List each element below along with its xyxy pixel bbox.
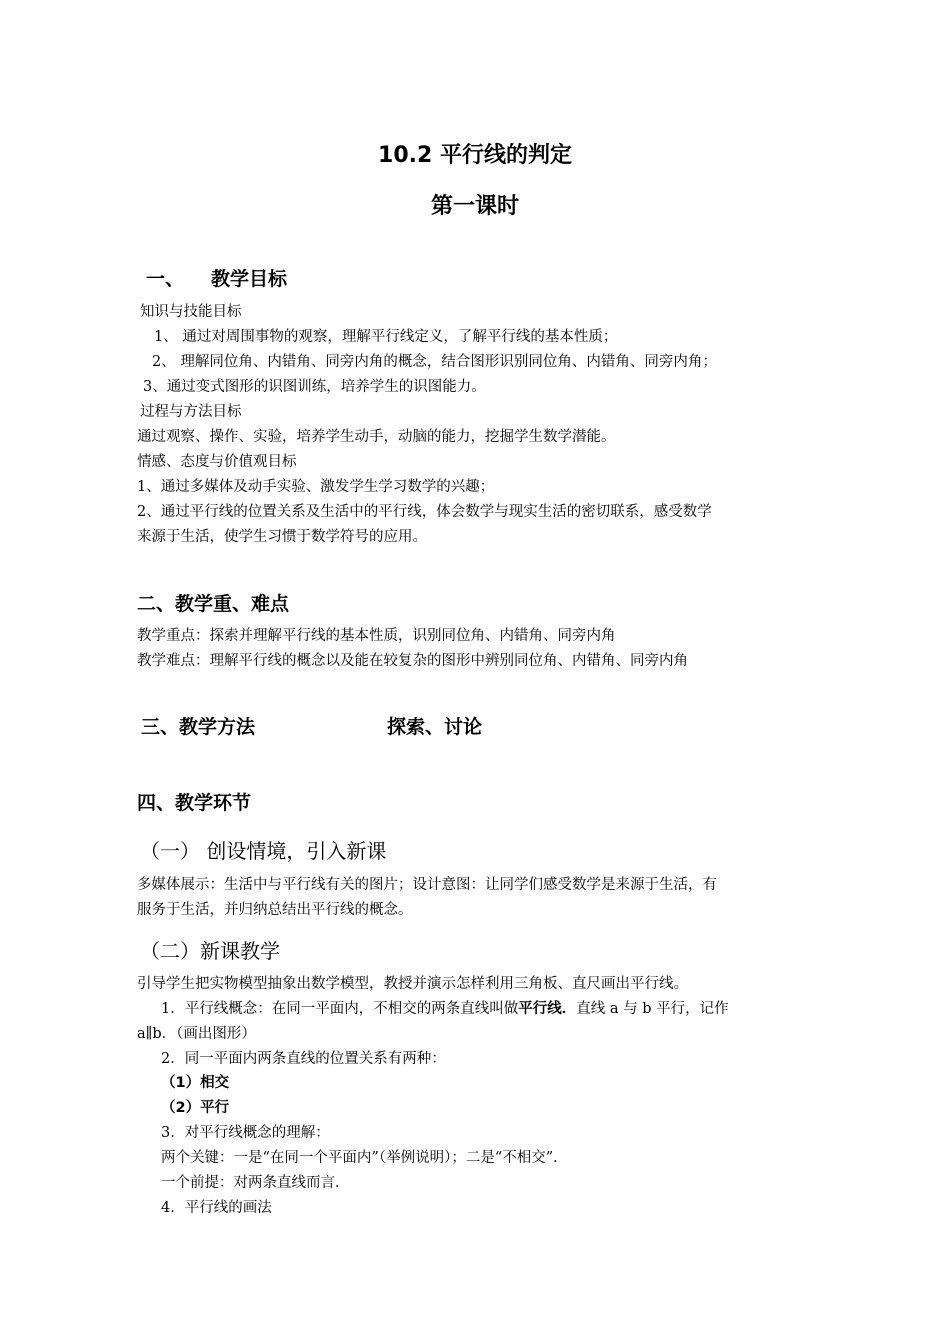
concept-item-1-cont: a∥b．（画出图形） — [137, 1026, 256, 1042]
concept-item-1 — [161, 1000, 729, 1018]
process-label: 过程与方法目标 — [140, 404, 242, 420]
part1-text: 多媒体展示：生活中与平行线有关的图片；设计意图：让同学们感受数学是来源于生活，有 — [137, 877, 717, 893]
part2-intro: 引导学生把实物模型抽象出数学模型，教授并演示怎样利用三角板、直尺画出平行线。 — [137, 976, 688, 992]
knowledge-label: 知识与技能目标 — [140, 304, 242, 320]
section3-method: 探索、讨论 — [387, 716, 483, 738]
key-point-text: 教学重点：探索并理解平行线的基本性质，识别同位角、内错角、同旁内角 — [137, 628, 616, 644]
emotion-item-2: 2、通过平行线的位置关系及生活中的平行线，体会数学与现实生活的密切联系，感受数学 — [137, 504, 712, 520]
section1-title: 教学目标 — [211, 268, 288, 290]
knowledge-item: 2、 理解同位角、内错角、同旁内角的概念，结合图形识别同位角、内错角、同旁内角； — [152, 354, 717, 370]
process-text: 通过观察、操作、实验，培养学生动手，动脑的能力，挖掘学生数学潜能。 — [137, 429, 616, 445]
relation-parallel: （2）平行 — [161, 1100, 230, 1116]
section2-title: 二、教学重、难点 — [137, 593, 290, 615]
emotion-item-2-cont: 来源于生活，使学生习惯于数学符号的应用。 — [137, 529, 427, 545]
knowledge-item: 3、通过变式图形的识图训练，培养学生的识图能力。 — [143, 379, 486, 395]
part2-title: （二）新课教学 — [140, 939, 280, 963]
concept-item-4: 4．平行线的画法 — [161, 1200, 272, 1216]
section3-title: 三、教学方法 — [141, 716, 256, 738]
relation-intersect: （1）相交 — [161, 1075, 230, 1091]
concept-item-1-tail: 直线 a 与 b 平行，记作 — [576, 1001, 729, 1017]
knowledge-item: 1、 通过对周围事物的观察，理解平行线定义，了解平行线的基本性质； — [154, 329, 618, 345]
concept-item-3: 3．对平行线概念的理解： — [161, 1125, 330, 1141]
concept-term: 平行线． — [518, 1000, 577, 1017]
document-title: 10.2 平行线的判定 — [378, 143, 572, 168]
premise-text: 一个前提：对两条直线而言． — [161, 1175, 350, 1191]
part1-title: （一） 创设情境，引入新课 — [140, 839, 387, 863]
emotion-label: 情感、态度与价值观目标 — [137, 454, 297, 470]
section4-title: 四、教学环节 — [137, 792, 252, 814]
difficulty-text: 教学难点：理解平行线的概念以及能在较复杂的图形中辨别同位角、内错角、同旁内角 — [137, 653, 688, 669]
concept-item-1-text: 1．平行线概念：在同一平面内，不相交的两条直线叫做 — [161, 1001, 519, 1017]
concept-item-2: 2．同一平面内两条直线的位置关系有两种： — [161, 1051, 446, 1067]
section1-number: 一、 — [146, 268, 185, 290]
emotion-item-1: 1、通过多媒体及动手实验、激发学生学习数学的兴趣； — [137, 479, 495, 495]
key-points-text: 两个关键：一是“在同一个平面内”（举例说明）；二是“不相交”． — [161, 1150, 568, 1166]
document-subtitle: 第一课时 — [430, 194, 519, 219]
part1-text-cont: 服务于生活，并归纳总结出平行线的概念。 — [137, 902, 413, 918]
